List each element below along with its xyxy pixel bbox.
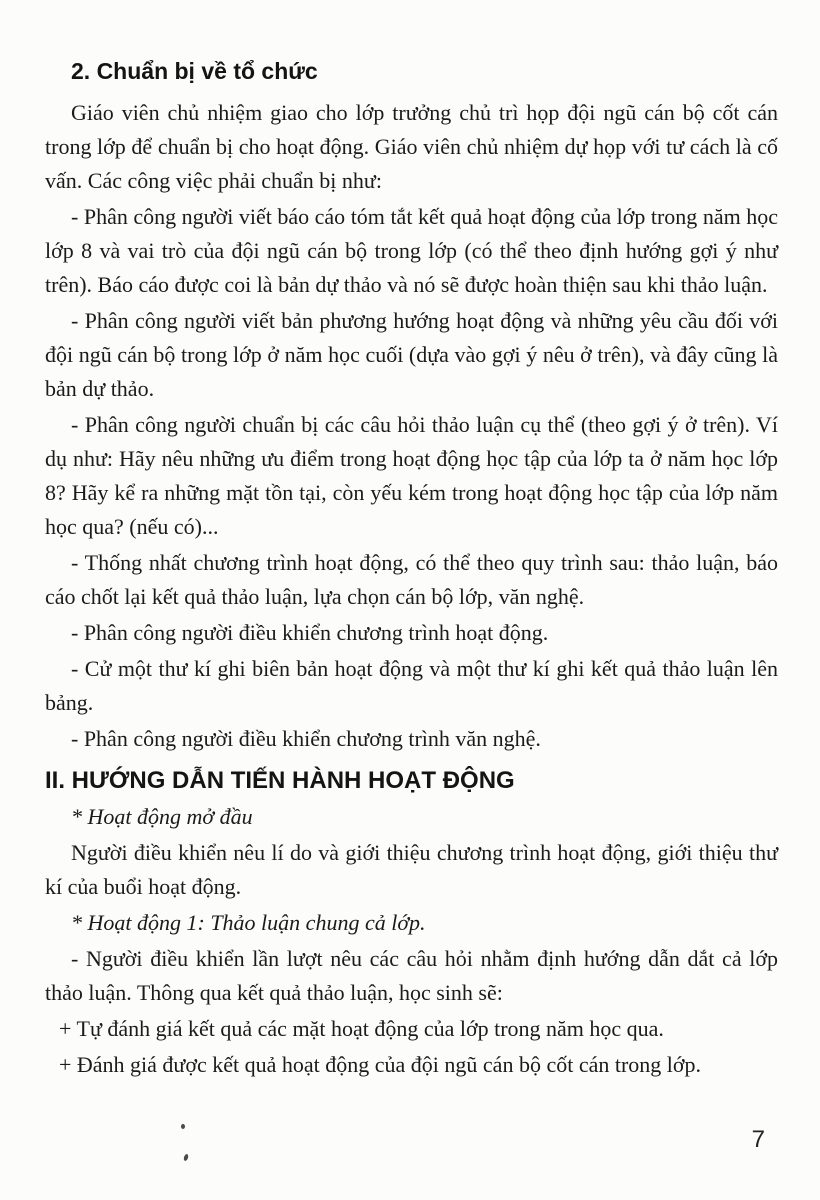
paragraph-assign-report-writer: - Phân công người viết báo cáo tóm tắt kết quả hoạt động của lớp trong năm học lớp 8 và vai trò của đội ngũ cán bộ trong lớp (có thể theo định hướng gợi ý như trên). Báo cáo được coi là bản dự thảo và nó sẽ được hoàn thiện sau khi thảo luận. — [45, 204, 778, 297]
paragraph-assign-direction-writer: - Phân công người viết bản phương hướng hoạt động và những yêu cầu đối với đội ngũ cán bộ trong lớp ở năm học cuối (dựa vào gợi ý nêu ở trên), và đây cũng là bản dự thảo. — [45, 308, 778, 401]
paragraph-appoint-secretaries: - Cử một thư kí ghi biên bản hoạt động và một thư kí ghi kết quả thảo luận lên bảng. — [45, 656, 778, 715]
bullet-evaluate-cadre: + Đánh giá được kết quả hoạt động của đội ngũ cán bộ cốt cán trong lớp. — [59, 1052, 702, 1077]
subheading-activity-1: * Hoạt động 1: Thảo luận chung cả lớp. — [71, 910, 426, 935]
paragraph-assign-music-host: - Phân công người điều khiển chương trình văn nghệ. — [71, 726, 541, 751]
section-heading-guide-activity: II. HƯỚNG DẪN TIẾN HÀNH HOẠT ĐỘNG — [45, 767, 515, 794]
paragraph-teacher-assigns: Giáo viên chủ nhiệm giao cho lớp trưởng chủ trì họp đội ngũ cán bộ cốt cán trong lớp để chuẩn bị cho hoạt động. Giáo viên chủ nhiệm dự họp với tư cách là cố vấn. Các công việc phải chuẩn bị như: — [45, 100, 778, 193]
section-heading-preparation: 2. Chuẩn bị về tổ chức — [71, 58, 318, 84]
page-number: 7 — [751, 1126, 765, 1153]
scan-speck — [181, 1124, 185, 1129]
bullet-self-evaluate: + Tự đánh giá kết quả các mặt hoạt động của lớp trong năm học qua. — [59, 1016, 664, 1041]
paragraph-host-introduces: Người điều khiển nêu lí do và giới thiệu chương trình hoạt động, giới thiệu thư kí của buổi hoạt động. — [45, 840, 778, 899]
subheading-opening-activity: * Hoạt động mở đầu — [71, 804, 253, 829]
paragraph-assign-program-host: - Phân công người điều khiển chương trình hoạt động. — [71, 620, 549, 645]
scan-speck — [183, 1154, 189, 1162]
paragraph-agree-program: - Thống nhất chương trình hoạt động, có thể theo quy trình sau: thảo luận, báo cáo chốt lại kết quả thảo luận, lựa chọn cán bộ lớp, văn nghệ. — [45, 550, 778, 609]
paragraph-host-asks-questions: - Người điều khiển lần lượt nêu các câu hỏi nhằm định hướng dẫn dắt cả lớp thảo luận. Thông qua kết quả thảo luận, học sinh sẽ: — [45, 946, 778, 1005]
paragraph-assign-discussion-questions: - Phân công người chuẩn bị các câu hỏi thảo luận cụ thể (theo gợi ý ở trên). Ví dụ như: Hãy nêu những ưu điểm trong hoạt động học tập của lớp ta ở năm học lớp 8? Hãy kể ra những mặt tồn tại, còn yếu kém trong hoạt động học tập của lớp năm học qua? (nếu có)... — [45, 412, 778, 539]
